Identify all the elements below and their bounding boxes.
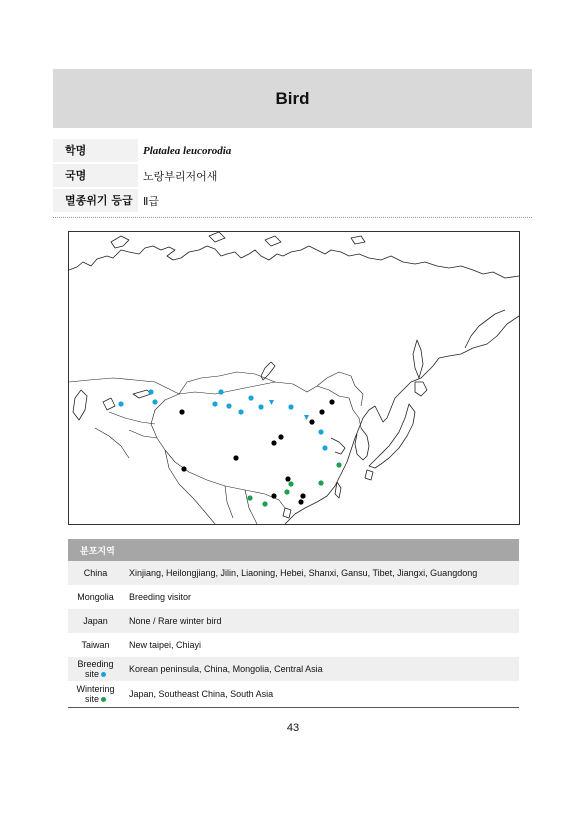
honshu [369,404,415,468]
page-number: 43 [286,722,300,734]
endangered-grade: Ⅱ급 [143,194,160,208]
record-marker [298,499,303,504]
record-marker [271,493,276,498]
row-value: Breeding visitor [129,592,192,602]
breeding-marker [288,404,293,409]
table-row [68,657,519,681]
caspian-sea [73,390,87,420]
row-value: New taipei, Chiayi [129,640,202,650]
wintering-dot-icon [101,697,106,702]
aral-sea [103,398,115,410]
lake-balkhash [133,390,151,398]
row-value: Japan, Southeast China, South Asia [123,681,519,708]
breeding-marker [148,389,153,394]
page-header [53,69,532,128]
wintering-label-line1: Wintering [76,684,115,694]
distribution-title: 분포지역 [68,539,519,561]
species-info [53,138,532,213]
wintering-marker [336,462,341,467]
info-label: 학명 [53,139,138,162]
kamchatka [465,310,505,348]
row-value: Xinjiang, Heilongjiang, Jilin, Liaoning, Hebei, Shanxi, Gansu, Tibet, Jiangxi, Guangdong [123,561,519,585]
china-west-border [151,410,285,508]
breeding-marker [258,404,263,409]
info-row-korean-name [53,163,532,188]
breeding-marker [322,445,327,450]
table-row [68,609,519,633]
hainan [283,508,291,518]
central-asia-borders [95,412,157,458]
breeding-dot-icon [101,672,106,677]
distribution-header [68,539,519,561]
mongolia-russia-border [179,372,275,394]
breeding-marker [248,395,253,400]
table-row [68,561,519,585]
divider [53,217,532,218]
record-marker [271,440,276,445]
record-marker [309,419,314,424]
record-marker [319,409,324,414]
breeding-marker [226,403,231,408]
wintering-marker [318,480,323,485]
row-label: Taiwan [81,640,110,650]
sakhalin [413,340,423,378]
breeding-label-line2: site [84,669,99,679]
distribution-map [68,231,520,525]
breeding-marker [304,415,309,420]
kyushu [365,470,373,480]
row-label: Japan [68,609,123,633]
row-label [68,657,123,681]
info-label: 멸종위기 등급 [53,189,138,212]
row-label: Mongolia [77,592,114,602]
distribution-table [68,539,519,708]
row-value: Korean peninsula, China, Mongolia, Central Asia [123,657,519,681]
table-row [68,585,519,609]
record-marker [300,493,305,498]
wintering-marker [247,495,252,500]
map-svg [69,232,519,524]
severnaya-zemlya [209,232,225,242]
scientific-name: Platalea leucorodia [143,144,232,157]
breeding-label-line1: Breeding [77,659,114,669]
wintering-marker [288,481,293,486]
breeding-marker [118,401,123,406]
coastlines [69,232,519,524]
record-marker [179,409,184,414]
russia-china-east-border [317,372,363,406]
wintering-marker [262,501,267,506]
china-mongolia-border [155,382,361,428]
wintering-marker [284,489,289,494]
novaya-zemlya [111,236,129,248]
breeding-marker [318,429,323,434]
korean-name: 노랑부리저어새 [143,169,218,183]
record-marker [285,476,290,481]
pacific-coast [285,316,519,524]
info-label: 국명 [53,164,138,187]
wintering-label-line2: site [84,694,99,704]
record-marker [329,399,334,404]
table-row [68,681,519,708]
row-label [68,681,123,708]
hokkaido [415,382,427,396]
breeding-marker [218,389,223,394]
record-marker [278,434,283,439]
wrangel-island [351,236,365,244]
bohai-bay [331,438,345,454]
eurasia-coast [69,246,519,278]
info-row-scientific-name [53,138,532,163]
page-title: Bird [275,88,310,108]
row-label: China [68,561,123,585]
breeding-marker [152,399,157,404]
table-row [68,633,519,657]
record-marker [233,455,238,460]
row-value: None / Rare winter bird [123,609,519,633]
info-row-endangered-grade [53,188,532,213]
breeding-marker [238,409,243,414]
record-marker [181,466,186,471]
south-asia-borders [165,450,257,524]
breeding-marker [212,401,217,406]
breeding-marker [269,400,274,405]
new-siberian-islands [265,236,281,246]
kazakhstan-border [69,378,179,394]
map-markers [118,389,341,506]
